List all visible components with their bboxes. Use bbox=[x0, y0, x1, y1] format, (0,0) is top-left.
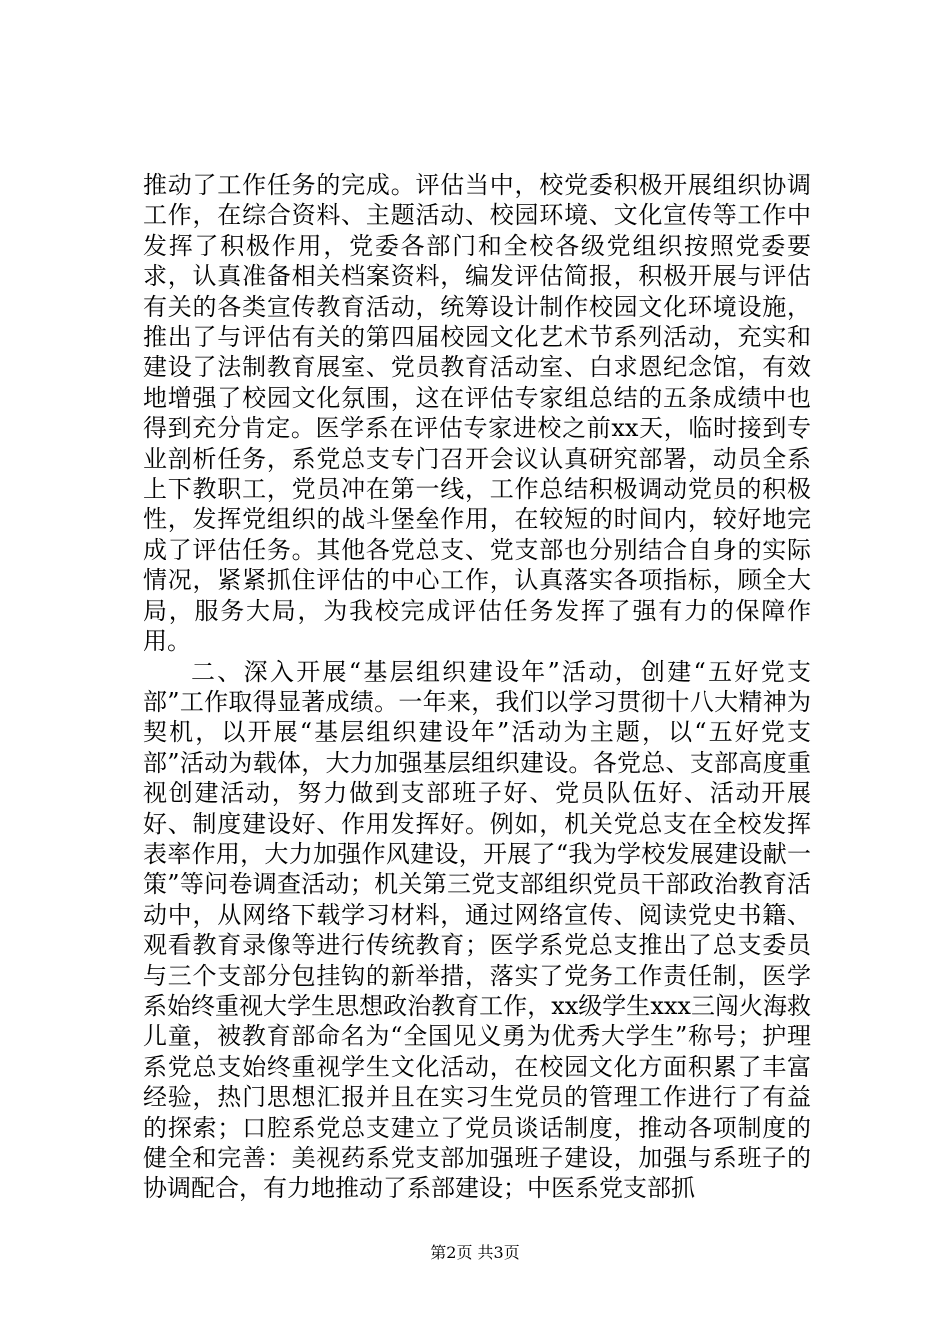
paragraph-section-two: 二、深入开展“基层组织建设年”活动，创建“五好党支部”工作取得显著成绩。一年来，我们以学习贯彻十八大精神为契机，以开展“基层组织建设年”活动为主题，以“五好党支部”活动为载体，大力加强基层组织建设。各党总、支部高度重视创建活动，努力做到支部班子好、党员队伍好、活动开展好、制度建设好、作用发挥好。例如，机关党总支在全校发挥表率作用，大力加强作风建设，开展了“我为学校发展建设献一策”等问卷调查活动；机关第三党支部组织党员干部政治教育活动中，从网络下载学习材料，通过网络宣传、阅读党史书籍、观看教育录像等进行传统教育；医学系党总支推出了总支委员与三个支部分包挂钩的新举措，落实了党务工作责任制，医学系始终重视大学生思想政治教育工作，xx级学生xxx三闯火海救儿童，被教育部命名为“全国见义勇为优秀大学生”称号；护理系党总支始终重视学生文化活动，在校园文化方面积累了丰富经验，热门思想汇报并且在实习生党员的管理工作进行了有益的探索；口腔系党总支建立了党员谈话制度，推动各项制度的健全和完善：美视药系党支部加强班子建设，加强与系班子的协调配合，有力地推动了系部建设；中医系党支部抓 bbox=[143, 657, 811, 1203]
paragraph-continued: 推动了工作任务的完成。评估当中，校党委积极开展组织协调工作，在综合资料、主题活动、校园环境、文化宣传等工作中发挥了积极作用，党委各部门和全校各级党组织按照党委要求，认真准备相关档案资料，编发评估简报，积极开展与评估有关的各类宣传教育活动，统筹设计制作校园文化环境设施，推出了与评估有关的第四届校园文化艺术节系列活动，充实和建设了法制教育展室、党员教育活动室、白求恩纪念馆，有效地增强了校园文化氛围，这在评估专家组总结的五条成绩中也得到充分肯定。医学系在评估专家进校之前xx天，临时接到专业剖析任务，系党总支专门召开会议认真研究部署，动员全系上下教职工，党员冲在第一线，工作总结积极调动党员的积极性，发挥党组织的战斗堡垒作用，在较短的时间内，较好地完成了评估任务。其他各党总支、党支部也分别结合自身的实际情况，紧紧抓住评估的中心工作，认真落实各项指标，顾全大局，服务大局，为我校完成评估任务发挥了强有力的保障作用。 bbox=[143, 171, 811, 656]
page-footer bbox=[0, 1243, 950, 1263]
page-number-label: 第2页 共3页 bbox=[430, 1243, 520, 1262]
document-body bbox=[143, 170, 811, 1204]
